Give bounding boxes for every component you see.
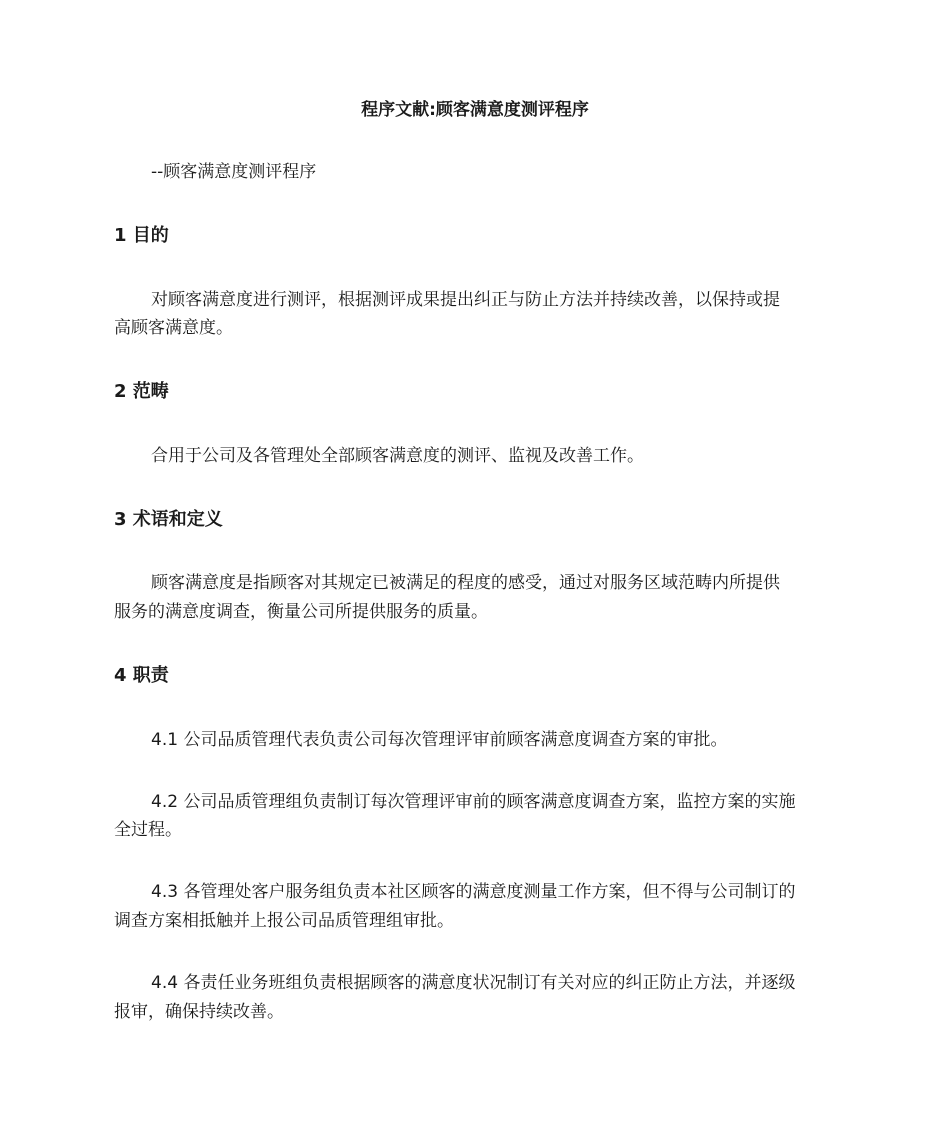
section-heading-responsibilities: 4 职责: [114, 665, 169, 686]
responsibility-item-4-line-1: 4.4 各责任业务班组负责根据顾客的满意度状况制订有关对应的纠正防止方法，并逐级: [151, 973, 796, 993]
responsibility-item-3-line-2: 调查方案相抵触并上报公司品质管理组审批。: [114, 911, 454, 931]
responsibility-item-4-line-2: 报审，确保持续改善。: [114, 1002, 284, 1022]
scope-paragraph-line-1: 合用于公司及各管理处全部顾客满意度的测评、监视及改善工作。: [151, 446, 644, 466]
responsibility-item-2-line-2: 全过程。: [114, 820, 182, 840]
section-heading-scope: 2 范畴: [114, 381, 169, 402]
responsibility-item-3-line-1: 4.3 各管理处客户服务组负责本社区顾客的满意度测量工作方案，但不得与公司制订的: [151, 882, 796, 902]
document-subtitle: --顾客满意度测评程序: [151, 162, 317, 182]
document-title: 程序文献:顾客满意度测评程序: [361, 100, 589, 120]
terms-paragraph-line-2: 服务的满意度调查，衡量公司所提供服务的质量。: [114, 602, 488, 622]
purpose-paragraph-line-1: 对顾客满意度进行测评，根据测评成果提出纠正与防止方法并持续改善，以保持或提: [151, 290, 780, 310]
terms-paragraph-line-1: 顾客满意度是指顾客对其规定已被满足的程度的感受，通过对服务区域范畴内所提供: [151, 573, 780, 593]
responsibility-item-1-line-1: 4.1 公司品质管理代表负责公司每次管理评审前顾客满意度调查方案的审批。: [151, 730, 728, 750]
section-heading-purpose: 1 目的: [114, 225, 169, 246]
purpose-paragraph-line-2: 高顾客满意度。: [114, 318, 233, 338]
responsibility-item-2-line-1: 4.2 公司品质管理组负责制订每次管理评审前的顾客满意度调查方案，监控方案的实施: [151, 792, 796, 812]
section-heading-terms: 3 术语和定义: [114, 509, 223, 530]
